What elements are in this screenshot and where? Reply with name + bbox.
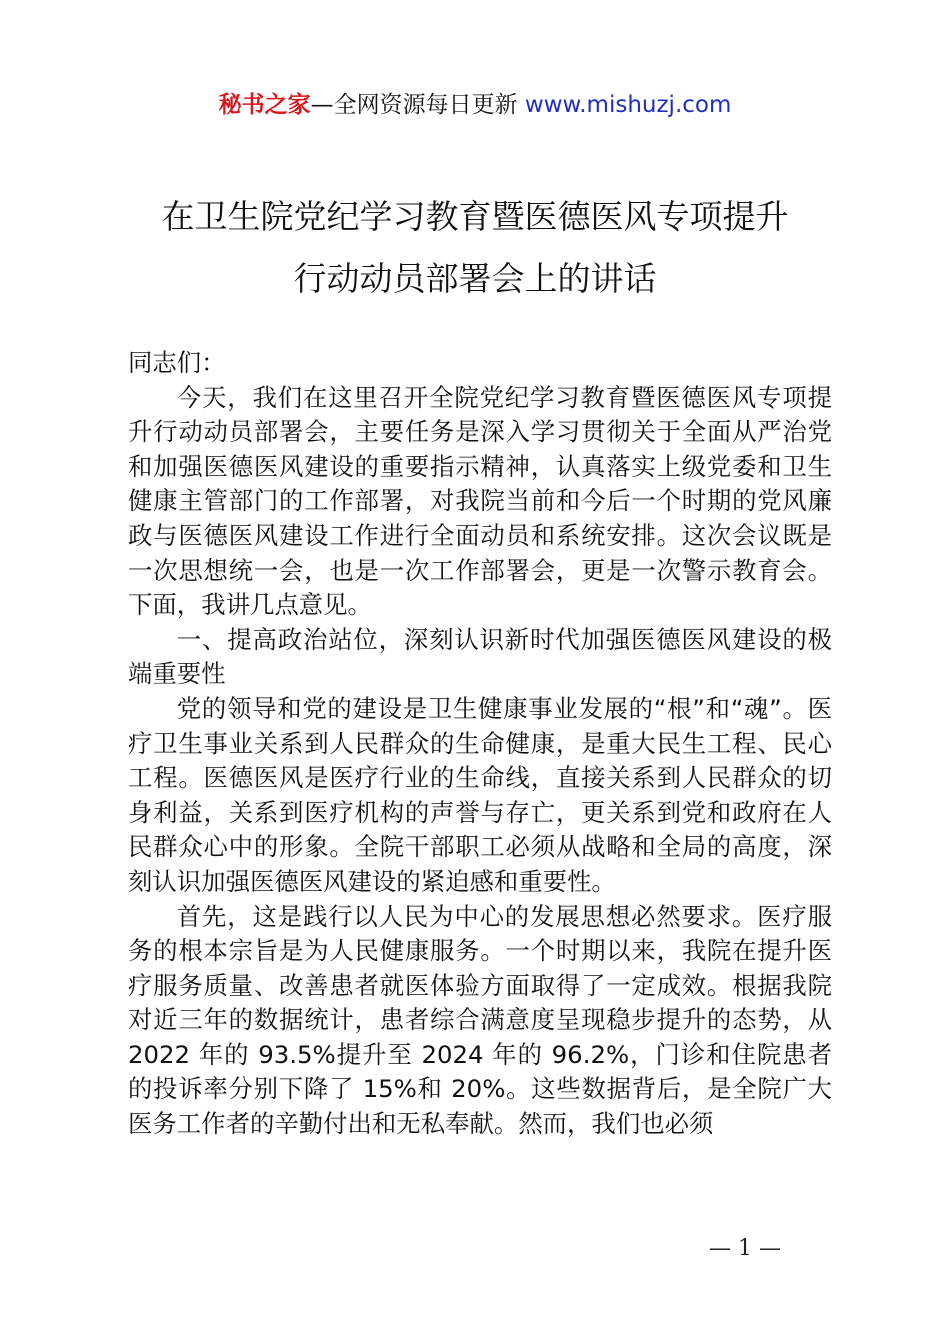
paragraph-opening: 今天，我们在这里召开全院党纪学习教育暨医德医风专项提升行动动员部署会，主要任务是深入学习贯彻关于全面从严治党和加强医德医风建设的重要指示精神，认真落实上级党委和卫生健康主管部门的工作部署，对我院当前和今后一个时期的党风廉政与医德医风建设工作进行全面动员和系统安排。这次会议既是一次思想统一会，也是一次工作部署会，更是一次警示教育会。下面，我讲几点意见。 bbox=[128, 382, 832, 620]
salutation: 同志们： bbox=[128, 348, 226, 377]
document-body bbox=[128, 346, 832, 1142]
paragraph-party-leadership: 党的领导和党的建设是卫生健康事业发展的“根”和“魂”。医疗卫生事业关系到人民群众的生命健康，是重大民生工程、民心工程。医德医风是医疗行业的生命线，直接关系到人民群众的切身利益，关系到医疗机构的声誉与存亡，更关系到党和政府在人民群众心中的形象。全院干部职工必须从战略和全局的高度，深刻认识加强医德医风建设的紧迫感和重要性。 bbox=[128, 693, 832, 896]
brand-name: 秘书之家 bbox=[218, 92, 311, 118]
paragraph-people-centered: 首先，这是践行以人民为中心的发展思想必然要求。医疗服务的根本宗旨是为人民健康服务。一个时期以来，我院在提升医疗服务质量、改善患者就医体验方面取得了一定成效。根据我院对近三年的数据统计，患者综合满意度呈现稳步提升的态势，从 2022 年的 93.5%提升至 2024 年的 96.2%，门诊和住院患者的投诉率分别下降了 15%和 20%。这些数据背后，是全院广大医务工作者的辛勤付出和无私奉献。然而，我们也必须 bbox=[128, 901, 832, 1139]
document-title bbox=[60, 186, 890, 310]
title-line-2: 行动动员部署会上的讲话 bbox=[293, 259, 657, 298]
site-banner bbox=[0, 88, 950, 122]
title-line-1: 在卫生院党纪学习教育暨医德医风专项提升 bbox=[161, 197, 789, 236]
site-url-link[interactable]: www.mishuzj.com bbox=[524, 92, 732, 118]
section-heading-1: 一、提高政治站位，深刻认识新时代加强医德医风建设的极端重要性 bbox=[128, 624, 832, 689]
page-number: — 1 — bbox=[709, 1236, 781, 1261]
banner-tagline: —全网资源每日更新 bbox=[310, 92, 525, 118]
